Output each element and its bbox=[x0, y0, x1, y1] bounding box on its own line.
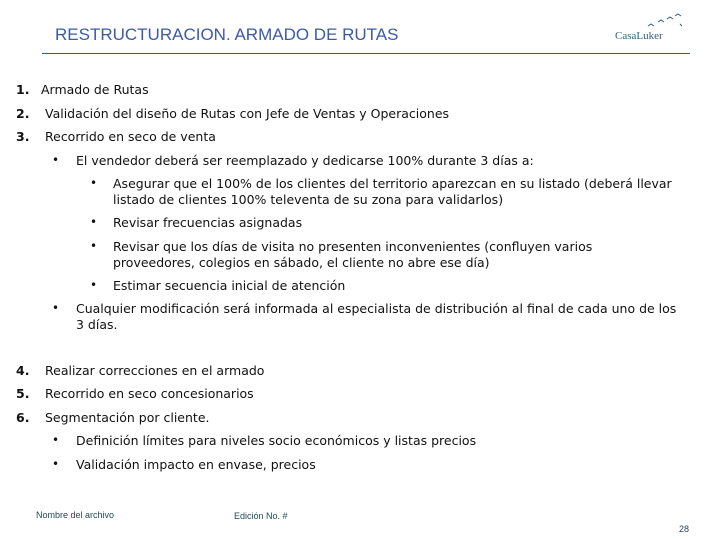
item-number: 4. bbox=[16, 363, 30, 378]
bullet-icon: • bbox=[90, 278, 98, 292]
sub-item-text: Definición límites para niveles socio económicos y listas precios bbox=[76, 433, 477, 448]
bullet-icon: • bbox=[90, 215, 98, 229]
bullet-icon: • bbox=[52, 457, 60, 471]
item-text: Recorrido en seco de venta bbox=[45, 129, 216, 144]
item-text: Recorrido en seco concesionarios bbox=[45, 386, 254, 401]
bullet-icon: • bbox=[52, 433, 60, 447]
sub-sub-item-text: Revisar frecuencias asignadas bbox=[113, 215, 303, 230]
sub-item-text: Validación impacto en envase, precios bbox=[76, 457, 316, 472]
item-text: Validación del diseño de Rutas con Jefe de Ventas y Operaciones bbox=[45, 106, 450, 121]
sub-sub-item-text: Estimar secuencia inicial de atención bbox=[113, 278, 346, 293]
bullet-icon: • bbox=[90, 176, 98, 190]
page-number: 28 bbox=[679, 524, 690, 534]
bullet-icon: • bbox=[52, 301, 60, 315]
birds-icon bbox=[612, 12, 692, 32]
sub-item-text: El vendedor deberá ser reemplazado y dedicarse 100% durante 3 días a: bbox=[76, 153, 534, 168]
sub-item-text: Cualquier modificación será informada al especialista de distribución al final de cada uno de los 3 días. bbox=[76, 301, 677, 332]
casaluker-logo bbox=[612, 12, 692, 48]
footer-filename: Nombre del archivo bbox=[36, 510, 115, 520]
header-divider bbox=[42, 53, 690, 54]
bullet-icon: • bbox=[52, 153, 60, 167]
item-text: Segmentación por cliente. bbox=[45, 410, 210, 425]
item-number: 3. bbox=[16, 129, 30, 144]
sub-sub-item-text: Revisar que los días de visita no presenten inconvenientes (confluyen varios proveedores, colegios en sábado, el cliente no abre ese día) bbox=[113, 239, 593, 270]
item-text: Armado de Rutas bbox=[41, 82, 149, 97]
footer-edition: Edición No. # bbox=[234, 511, 288, 521]
logo-text: CasaLuker bbox=[615, 30, 663, 42]
slide-title: RESTRUCTURACION. ARMADO DE RUTAS bbox=[55, 25, 399, 44]
item-text: Realizar correcciones en el armado bbox=[45, 363, 265, 378]
item-number: 1. bbox=[16, 82, 30, 97]
sub-sub-item-text: Asegurar que el 100% de los clientes del territorio aparezcan en su listado (deberá llevar listado de clientes 100% televenta de su zona para validarlos) bbox=[113, 176, 672, 207]
item-number: 6. bbox=[16, 410, 30, 425]
item-number: 5. bbox=[16, 386, 30, 401]
item-number: 2. bbox=[16, 106, 30, 121]
bullet-icon: • bbox=[90, 239, 98, 253]
